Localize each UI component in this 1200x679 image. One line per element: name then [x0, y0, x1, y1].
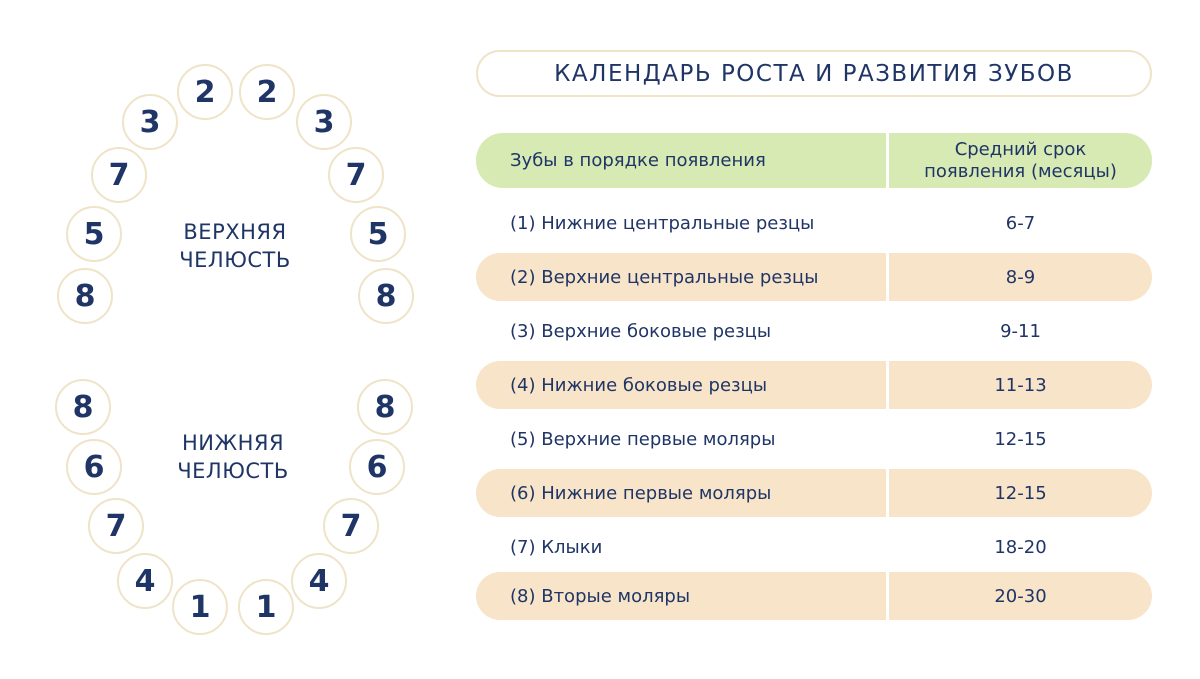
- tooth-lower: 7: [88, 498, 144, 554]
- table-row: [476, 361, 1152, 409]
- table-row: [476, 523, 1152, 571]
- table-row: [476, 307, 1152, 355]
- tooth-name-cell: (6) Нижние первые моляры: [476, 469, 886, 517]
- table-row: [476, 199, 1152, 247]
- tooth-lower: 8: [55, 379, 111, 435]
- table-row: [476, 415, 1152, 463]
- tooth-name-cell: (5) Верхние первые моляры: [510, 428, 776, 450]
- tooth-upper: 5: [66, 206, 122, 262]
- tooth-upper: 5: [350, 206, 406, 262]
- tooth-name-cell: (4) Нижние боковые резцы: [476, 361, 886, 409]
- tooth-lower: 4: [117, 553, 173, 609]
- table-header-period-line1: Средний срок: [954, 138, 1087, 160]
- period-cell: 12-15: [886, 469, 1152, 517]
- tooth-upper: 8: [358, 268, 414, 324]
- upper-jaw-label: [150, 218, 320, 274]
- table-row: [476, 253, 1152, 301]
- period-cell: 9-11: [886, 307, 1152, 355]
- period-cell: 6-7: [886, 199, 1152, 247]
- lower-jaw-label-line2: ЧЕЛЮСТЬ: [177, 459, 289, 483]
- tooth-name-cell: (1) Нижние центральные резцы: [510, 212, 815, 234]
- table-header-teeth: Зубы в порядке появления: [476, 133, 886, 188]
- period-cell: 18-20: [886, 523, 1152, 571]
- upper-jaw-label-line1: ВЕРХНЯЯ: [183, 220, 287, 244]
- table-header-period: [886, 133, 1152, 188]
- period-cell: 20-30: [886, 572, 1152, 620]
- lower-jaw-label: [148, 429, 318, 485]
- period-cell: 8-9: [886, 253, 1152, 301]
- period-cell: 12-15: [886, 415, 1152, 463]
- table-header-row: [476, 133, 1152, 188]
- calendar-title: КАЛЕНДАРЬ РОСТА И РАЗВИТИЯ ЗУБОВ: [476, 50, 1152, 97]
- tooth-name-cell: (8) Вторые моляры: [476, 572, 886, 620]
- tooth-upper: 8: [57, 268, 113, 324]
- tooth-name-cell: (2) Верхние центральные резцы: [476, 253, 886, 301]
- tooth-name-cell: (7) Клыки: [510, 536, 603, 558]
- tooth-lower: 7: [323, 498, 379, 554]
- tooth-upper: 7: [91, 147, 147, 203]
- tooth-lower: 1: [238, 579, 294, 635]
- tooth-upper: 7: [328, 147, 384, 203]
- tooth-lower: 4: [291, 553, 347, 609]
- tooth-upper: 2: [239, 64, 295, 120]
- upper-jaw-label-line2: ЧЕЛЮСТЬ: [179, 248, 291, 272]
- tooth-upper: 3: [122, 94, 178, 150]
- tooth-lower: 6: [349, 439, 405, 495]
- tooth-upper: 3: [296, 94, 352, 150]
- tooth-lower: 6: [66, 439, 122, 495]
- tooth-upper: 2: [177, 64, 233, 120]
- table-row: [476, 572, 1152, 620]
- tooth-lower: 1: [172, 579, 228, 635]
- tooth-name-cell: (3) Верхние боковые резцы: [510, 320, 772, 342]
- table-header-period-line2: появления (месяцы): [924, 160, 1117, 182]
- tooth-lower: 8: [357, 379, 413, 435]
- table-row: [476, 469, 1152, 517]
- lower-jaw-label-line1: НИЖНЯЯ: [181, 431, 285, 455]
- period-cell: 11-13: [886, 361, 1152, 409]
